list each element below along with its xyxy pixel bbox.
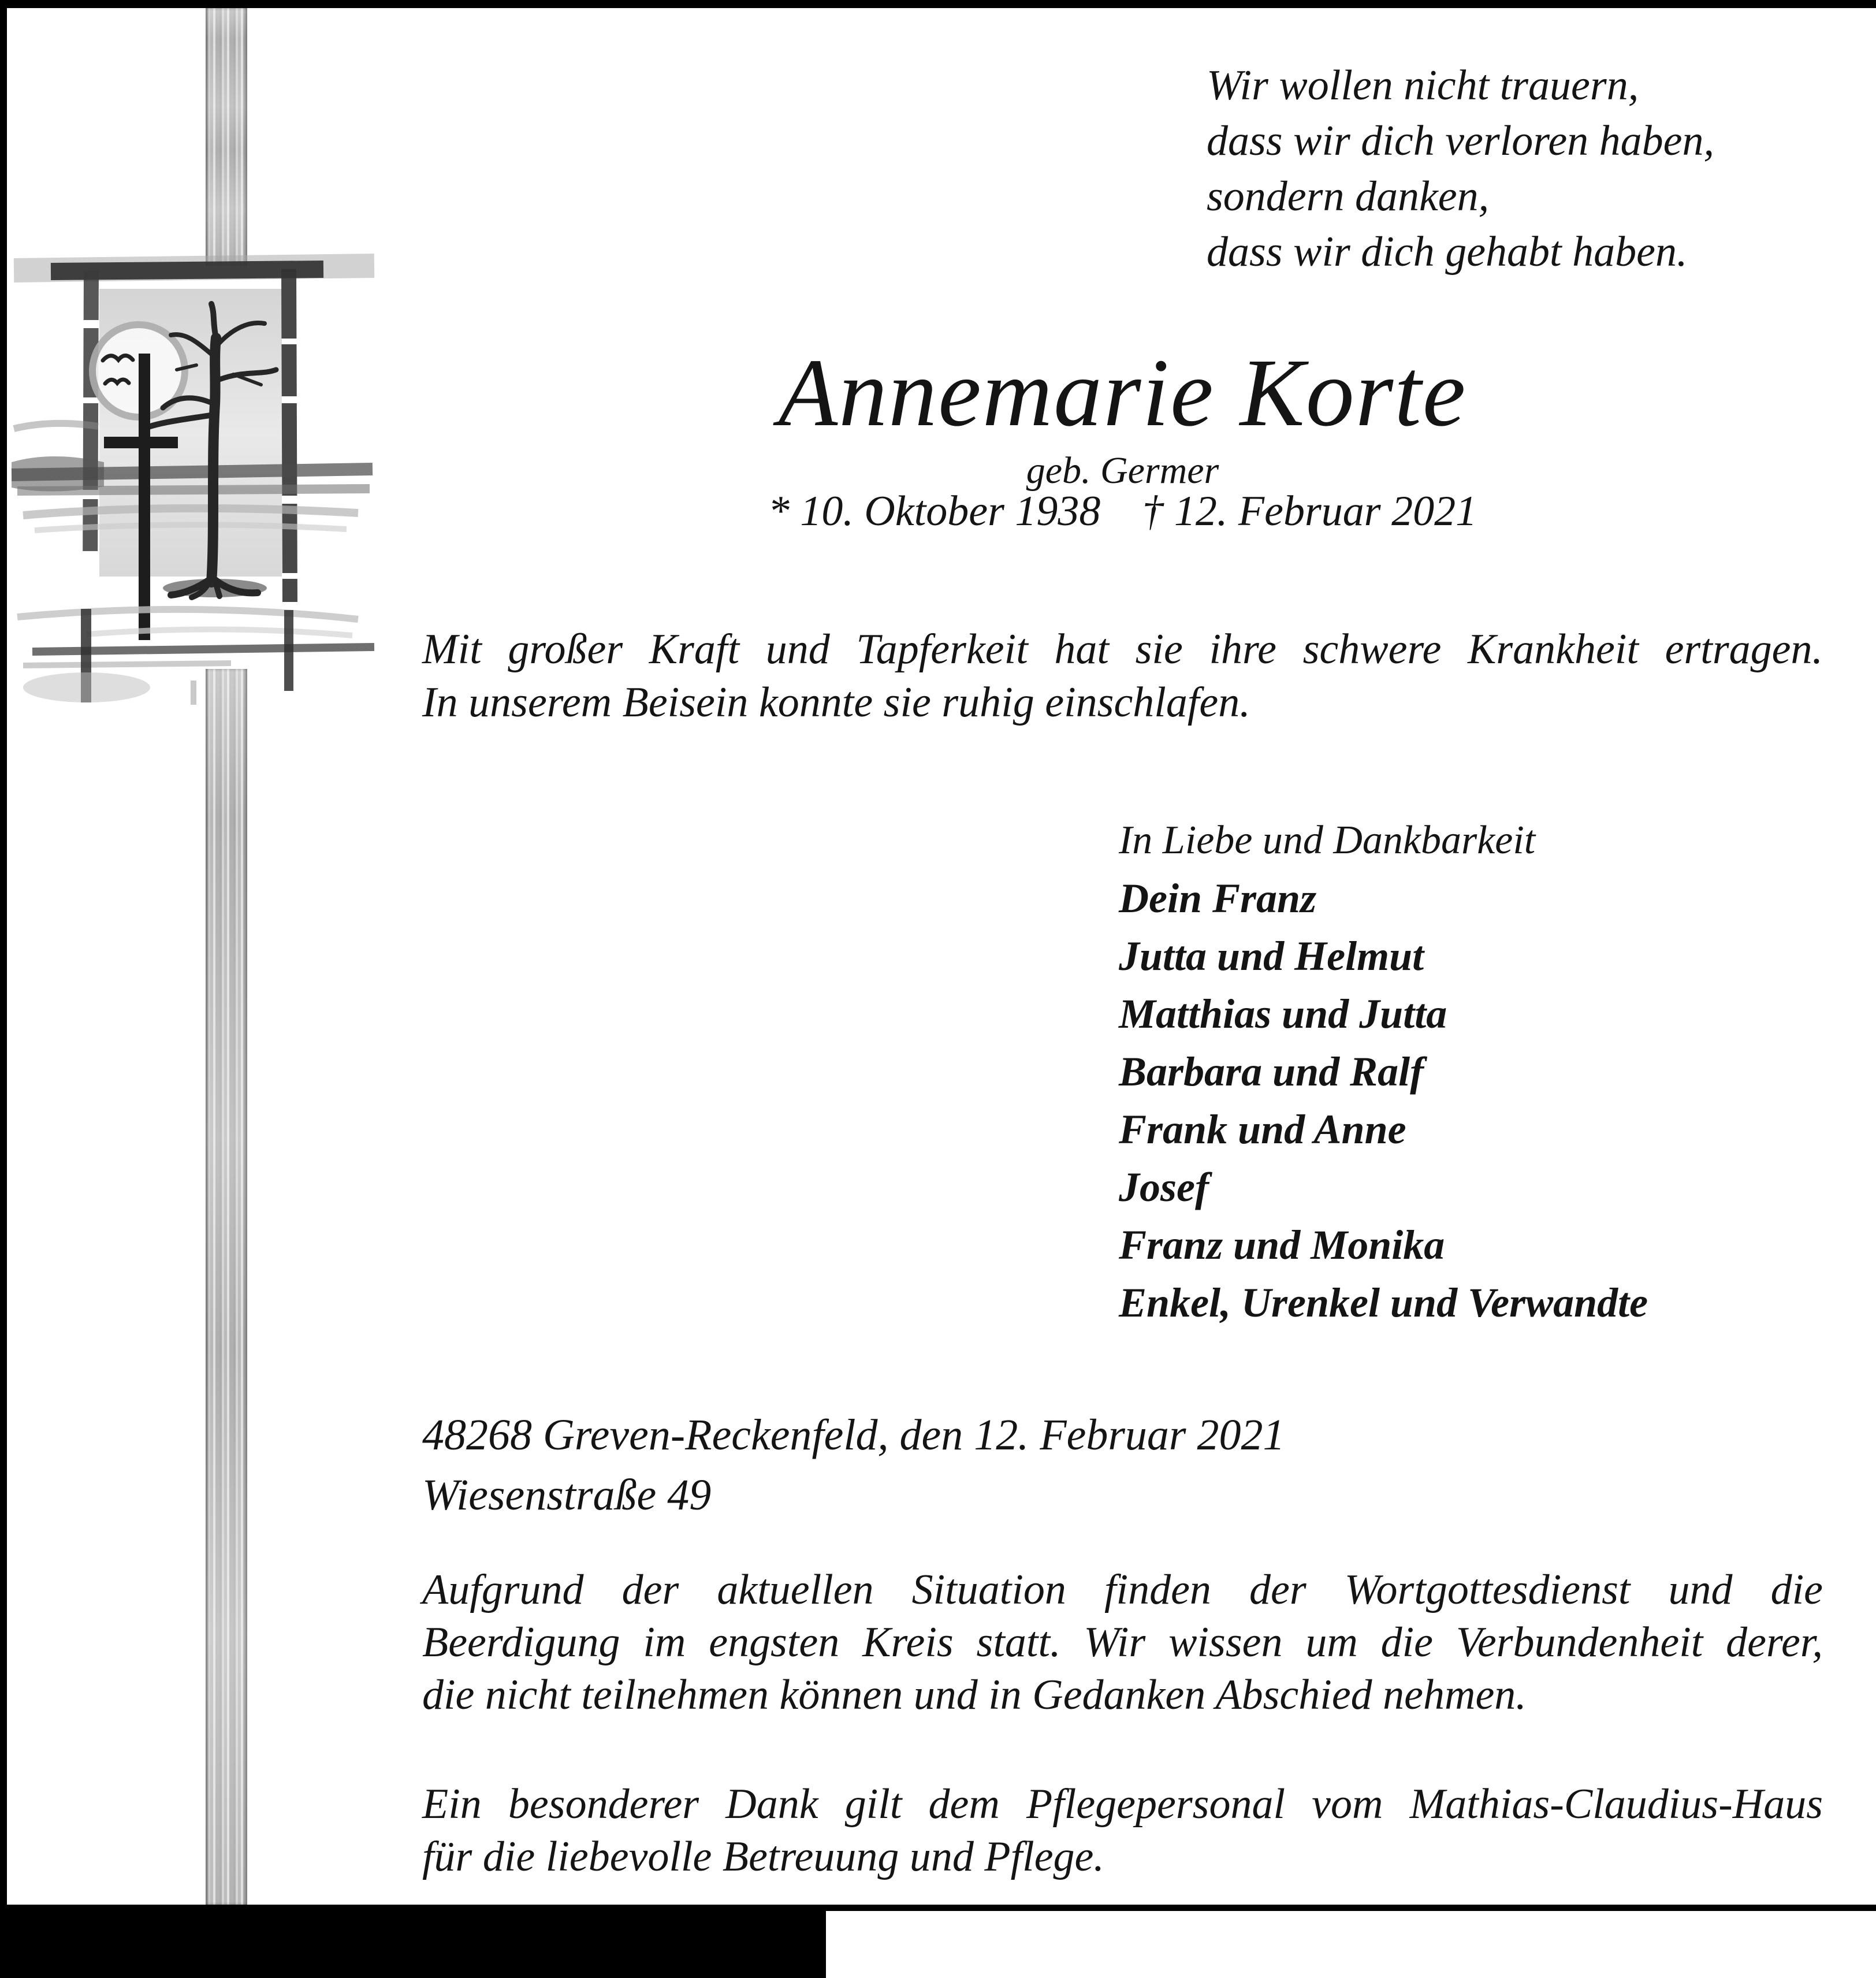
adjacent-ad-block	[0, 1905, 826, 1978]
address-line: 48268 Greven-Reckenfeld, den 12. Februar 2021	[422, 1411, 1285, 1459]
sketch-ribbon-bottom	[206, 669, 247, 1905]
mourner-name: Barbara und Ralf	[1119, 1049, 1424, 1095]
birth-date: * 10. Oktober 1938	[768, 488, 1101, 535]
obituary-line: In unserem Beisein konnte sie ruhig einschlafen.	[422, 679, 1250, 726]
memorial-sketch	[0, 231, 381, 763]
mourner-name: Enkel, Urenkel und Verwandte	[1119, 1280, 1648, 1326]
obituary-line: Mit großer Kraft und Tapferkeit hat sie ihre schwere Krankheit ertragen.	[422, 626, 1823, 673]
address-line: Wiesenstraße 49	[422, 1471, 712, 1519]
deceased-name: Annemarie Korte	[778, 339, 1467, 447]
funeral-note-line: Aufgrund der aktuellen Situation finden der Wortgottesdienst und die	[422, 1566, 1823, 1613]
verse-line: dass wir dich gehabt haben.	[1207, 228, 1688, 276]
thanks-note-line: für die liebevolle Betreuung und Pflege.	[422, 1833, 1104, 1880]
mourner-name: Franz und Monika	[1119, 1222, 1445, 1268]
mourner-name: Josef	[1119, 1164, 1209, 1210]
address-block	[422, 1405, 1285, 1525]
condolence-intro: In Liebe und Dankbarkeit	[1119, 818, 1536, 862]
picture-frame	[14, 266, 374, 602]
mourner-name: Dein Franz	[1119, 875, 1317, 921]
mourner-name: Matthias und Jutta	[1119, 991, 1447, 1037]
sketch-ribbon-top	[206, 8, 247, 266]
life-dates	[422, 490, 1823, 533]
clipping-edge-top	[0, 0, 1876, 8]
verse-line: dass wir dich verloren haben,	[1207, 117, 1715, 165]
funeral-note-line: die nicht teilnehmen können und in Gedanken Abschied nehmen.	[422, 1671, 1527, 1719]
mourner-name: Jutta und Helmut	[1119, 933, 1424, 979]
mourner-name: Frank und Anne	[1119, 1106, 1406, 1152]
mourners-block	[1119, 812, 1648, 1332]
death-date: † 12. Februar 2021	[1142, 488, 1477, 535]
verse-line: sondern danken,	[1207, 173, 1490, 220]
funeral-note	[422, 1564, 1823, 1722]
opening-verse	[1207, 58, 1714, 280]
funeral-note-line: Beerdigung im engsten Kreis statt. Wir wissen um die Verbundenheit derer,	[422, 1619, 1823, 1666]
thanks-note-line: Ein besonderer Dank gilt dem Pflegepersonal vom Mathias-Claudius-Haus	[422, 1780, 1823, 1828]
thanks-note	[422, 1778, 1823, 1883]
fence-strokes	[17, 609, 374, 705]
verse-line: Wir wollen nicht trauern,	[1207, 62, 1639, 109]
obituary-paragraph	[422, 623, 1823, 729]
maiden-name: geb. Germer	[1026, 449, 1219, 492]
